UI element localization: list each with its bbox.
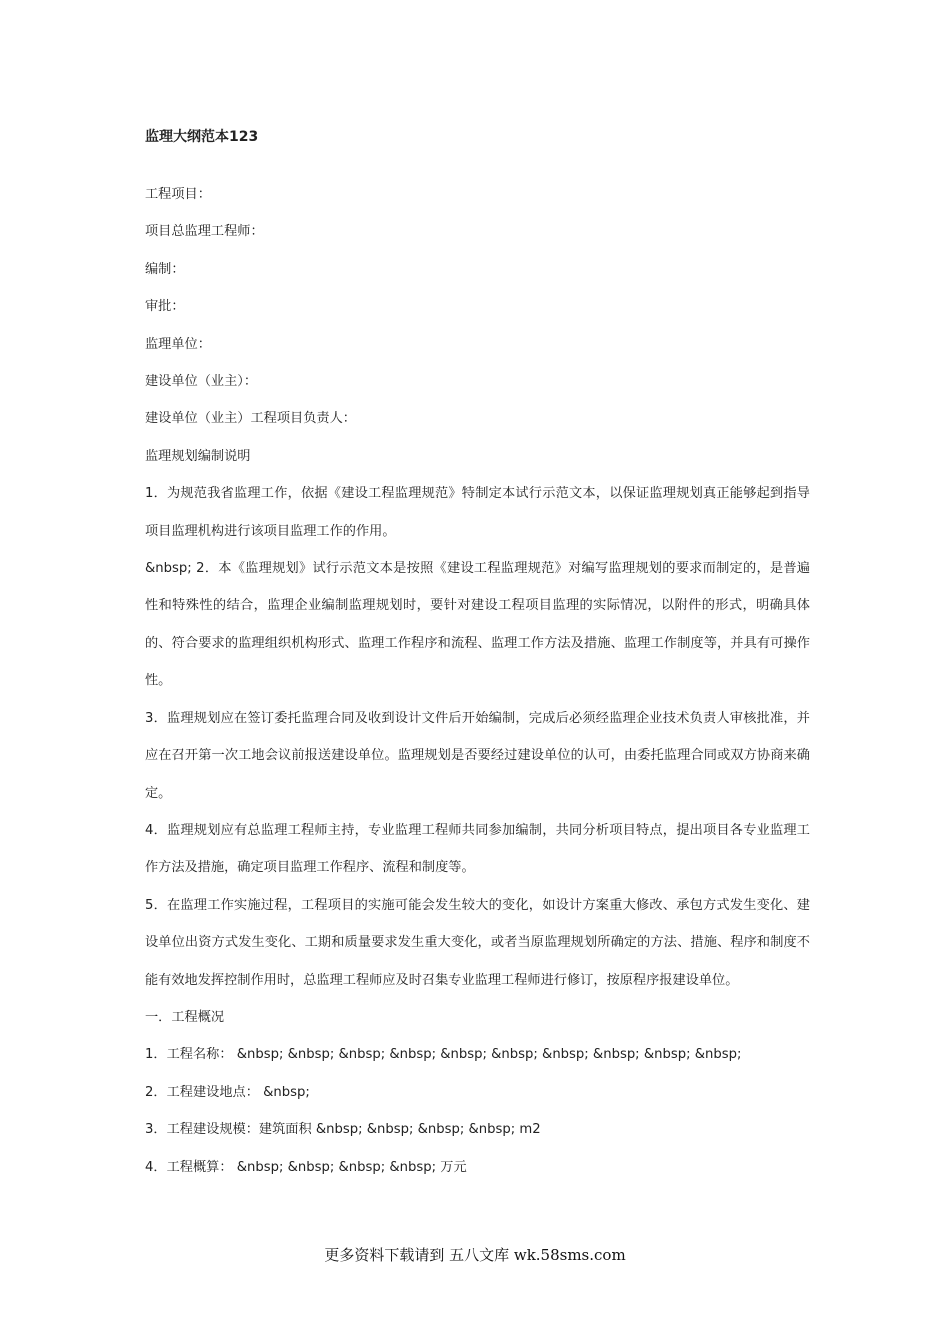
- overview-item-4: 4．工程概算： &nbsp; &nbsp; &nbsp; &nbsp; 万元: [145, 1159, 467, 1175]
- overview-item-1: 1．工程名称： &nbsp; &nbsp; &nbsp; &nbsp; &nbsp; &nbsp; &nbsp; &nbsp; &nbsp; &nbsp;: [145, 1047, 742, 1063]
- overview-item-2: 2．工程建设地点： &nbsp;: [145, 1084, 310, 1100]
- field-chief-engineer: 项目总监理工程师：: [145, 224, 264, 240]
- paragraph-5: 5．在监理工作实施过程，工程项目的实施可能会发生较大的变化，如设计方案重大修改、承包方式发生变化、建设单位出资方式发生变化、工期和质量要求发生重大变化，或者当原监理规划所确定的方法、措施、程序和制度不能有效地发挥控制作用时，总监理工程师应及时召集专业监理工程师进行修订，按原程序报建设单位。: [145, 897, 810, 988]
- overview-item-3: 3．工程建设规模：建筑面积 &nbsp; &nbsp; &nbsp; &nbsp; m2: [145, 1122, 541, 1138]
- document-title: 监理大纲范本123: [145, 129, 259, 145]
- field-construction-unit: 建设单位（业主）：: [145, 374, 258, 390]
- field-compiled-by: 编制：: [145, 261, 185, 277]
- document-body: [145, 125, 810, 1186]
- field-construction-unit-lead: 建设单位（业主）工程项目负责人：: [145, 411, 356, 427]
- paragraph-4: 4．监理规划应有总监理工程师主持，专业监理工程师共同参加编制，共同分析项目特点，提出项目各专业监理工作方法及措施，确定项目监理工作程序、流程和制度等。: [145, 822, 810, 876]
- field-supervision-unit: 监理单位：: [145, 336, 211, 352]
- overview-heading: 一．工程概况: [145, 1009, 225, 1025]
- section-heading: 监理规划编制说明: [145, 448, 251, 464]
- field-project: 工程项目：: [145, 187, 211, 202]
- footer-download-note: 更多资料下载请到 五八文库 wk.58sms.com: [324, 1246, 626, 1264]
- field-approved-by: 审批：: [145, 299, 185, 315]
- paragraph-3: 3．监理规划应在签订委托监理合同及收到设计文件后开始编制，完成后必须经监理企业技术负责人审核批准，并应在召开第一次工地会议前报送建设单位。监理规划是否要经过建设单位的认可，由委托监理合同或双方协商来确定。: [145, 710, 810, 801]
- paragraph-1: 1．为规范我省监理工作，依据《建设工程监理规范》特制定本试行示范文本，以保证监理规划真正能够起到指导项目监理机构进行该项目监理工作的作用。: [145, 486, 810, 539]
- paragraph-2: &nbsp; 2．本《监理规划》试行示范文本是按照《建设工程监理规范》对编写监理规划的要求而制定的，是普遍性和特殊性的结合，监理企业编制监理规划时，要针对建设工程项目监理的实际情况，以附件的形式，明确具体的、符合要求的监理组织机构形式、监理工作程序和流程、监理工作方法及措施、监理工作制度等，并具有可操作性。: [145, 561, 810, 689]
